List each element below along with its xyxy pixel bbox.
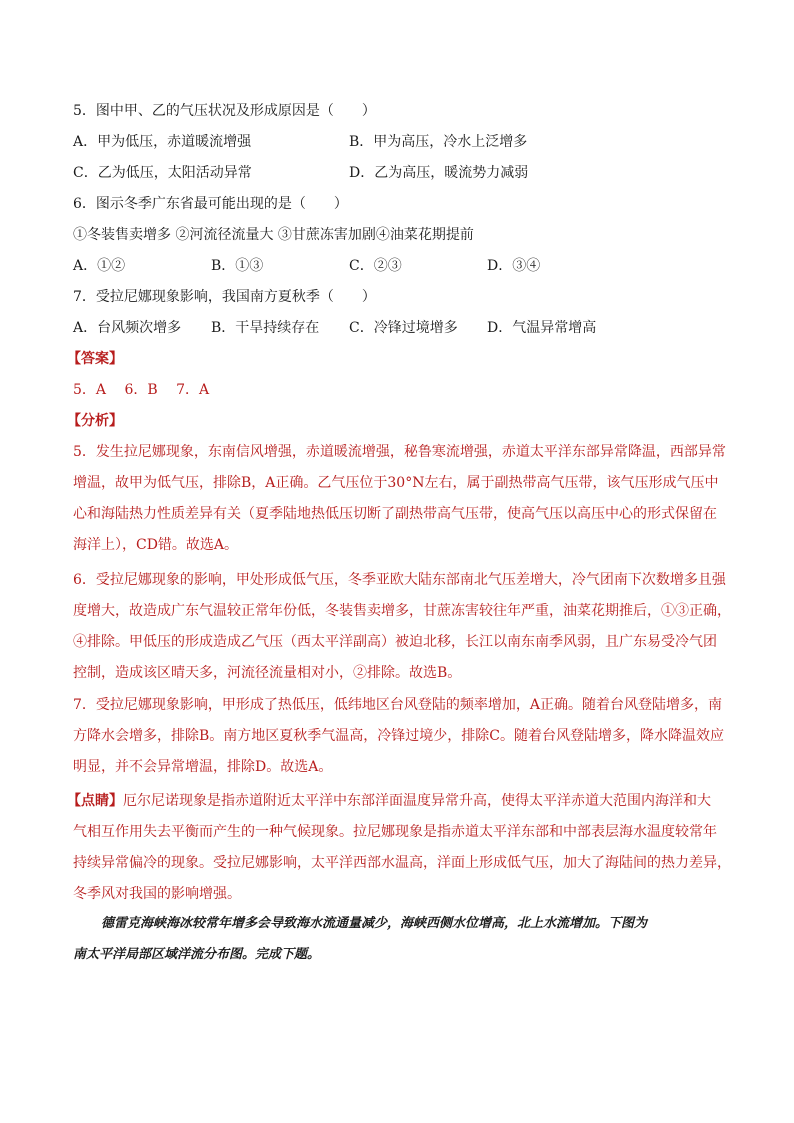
- question-7-stem: 7．受拉尼娜现象影响，我国南方夏秋季（ ）: [73, 289, 376, 305]
- analysis-paragraph-7: [73, 690, 723, 783]
- intro-line: 南太平洋局部区域洋流分布图。完成下题。: [73, 947, 321, 962]
- analysis-paragraph-6: [73, 565, 731, 689]
- analysis-5-line: 海洋上），CD错。故选A。: [73, 537, 239, 553]
- tip-line: 冬季风对我国的影响增强。: [73, 886, 241, 902]
- question-6-items: ①冬装售卖增多 ②河流径流量大 ③甘蔗冻害加剧④油菜花期提前: [73, 227, 474, 243]
- analysis-6-line: 控制，造成该区晴天多，河流径流量相对小，②排除。故选B。: [73, 665, 462, 681]
- question-6-option-a: A．①②: [73, 258, 126, 274]
- tip-line: 气相互作用失去平衡而产生的一种气候现象。拉尼娜现象是指赤道太平洋东部和中部表层海水温度较常年: [73, 824, 717, 840]
- question-7-option-b: B．干旱持续存在: [211, 320, 320, 336]
- tip-paragraph: [67, 786, 731, 910]
- analysis-6-line: 度增大，故造成广东气温较正常年份低，冬装售卖增多，甘蔗冻害较往年严重，油菜花期推后，①③正确，: [73, 603, 731, 619]
- analysis-6-line: 6．受拉尼娜现象的影响，甲处形成低气压，冬季亚欧大陆东部南北气压差增大，冷气团南下次数增多且强: [73, 572, 726, 588]
- question-6-option-b: B．①③: [211, 258, 264, 274]
- analysis-paragraph-5: [73, 437, 726, 561]
- question-5-option-a: A．甲为低压，赤道暖流增强: [73, 134, 252, 150]
- question-7-option-c: C．冷锋过境增多: [349, 320, 458, 336]
- question-5-option-d: D．乙为高压，暖流势力减弱: [349, 165, 529, 181]
- question-7-option-a: A．台风频次增多: [73, 320, 182, 336]
- question-5-option-b: B．甲为高压，冷水上泛增多: [349, 134, 528, 150]
- analysis-5-line: 5．发生拉尼娜现象，东南信风增强，赤道暖流增强，秘鲁寒流增强，赤道太平洋东部异常降温，西部异常: [73, 444, 726, 460]
- analysis-7-line: 方降水会增多，排除B。南方地区夏秋季气温高，冷锋过境少，排除C。随着台风登陆增多，降水降温效应: [73, 728, 724, 744]
- answer-text: 5．A 6．B 7．A: [73, 382, 210, 398]
- analysis-6-line: ④排除。甲低压的形成造成乙气压（西太平洋副高）被迫北移，长江以南东南季风弱，且广东易受冷气团: [73, 634, 717, 650]
- tip-line: 持续异常偏冷的现象。受拉尼娜影响，太平洋西部水温高，洋面上形成低气压，加大了海陆间的热力差异，: [73, 855, 731, 871]
- analysis-5-line: 增温，故甲为低气压，排除B，A正确。乙气压位于30°N左右，属于副热带高气压带，该气压形成气压中: [73, 475, 719, 491]
- intro-line: 德雷克海峡海冰较常年增多会导致海水流通量减少，海峡西侧水位增高，北上水流增加。下图为: [101, 916, 648, 931]
- tip-label: 【点睛】: [67, 793, 123, 809]
- question-5-stem: 5．图中甲、乙的气压状况及形成原因是（ ）: [73, 103, 376, 119]
- answer-label: 【答案】: [67, 351, 123, 367]
- analysis-label: 【分析】: [67, 413, 123, 429]
- analysis-5-line: 心和海陆热力性质差异有关（夏季陆地热低压切断了副热带高气压带，使高气压以高压中心的形式保留在: [73, 506, 717, 522]
- tip-line-1: [67, 786, 723, 817]
- question-6-option-d: D．③④: [487, 258, 541, 274]
- next-question-intro: [73, 908, 723, 970]
- question-6-stem: 6．图示冬季广东省最可能出现的是（ ）: [73, 196, 348, 212]
- question-7-option-d: D．气温异常增高: [487, 320, 597, 336]
- question-6-option-c: C．②③: [349, 258, 402, 274]
- question-5-option-c: C．乙为低压，太阳活动异常: [73, 165, 252, 181]
- tip-line: 厄尔尼诺现象是指赤道附近太平洋中东部洋面温度异常升高，使得太平洋赤道大范围内海洋和大: [123, 793, 711, 809]
- analysis-7-line: 7．受拉尼娜现象影响，甲形成了热低压，低纬地区台风登陆的频率增加，A正确。随着台风登陆增多，南: [73, 697, 723, 713]
- analysis-7-line: 明显，并不会异常增温，排除D。故选A。: [73, 759, 333, 775]
